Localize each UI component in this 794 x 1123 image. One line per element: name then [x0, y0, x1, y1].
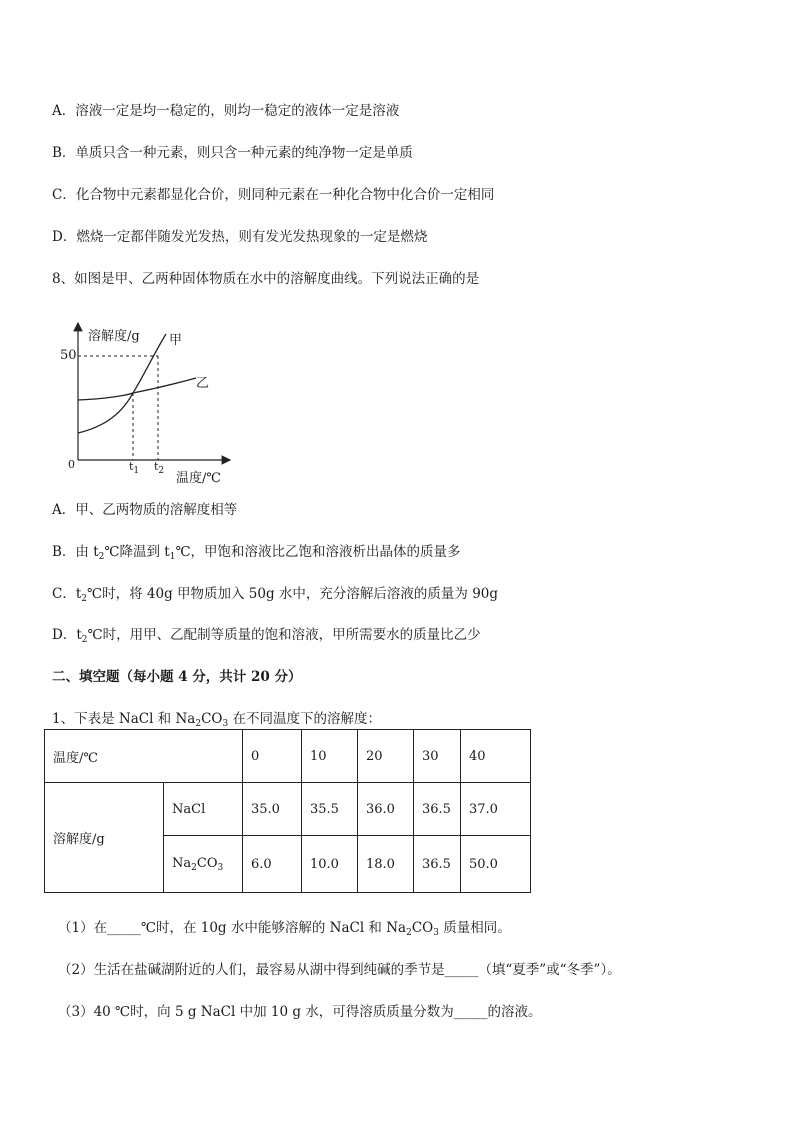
q7-option-b: B．单质只含一种元素，则只含一种元素的纯净物一定是单质: [52, 145, 413, 161]
section-title: 二、填空题（每小题 4 分，共计 20 分）: [52, 669, 302, 685]
na2co3-value: 18.0: [358, 836, 414, 893]
graph-svg: [58, 315, 248, 490]
solubility-table: [44, 729, 531, 893]
temp-header: 温度/℃: [45, 730, 243, 783]
curve-jia-label: 甲: [169, 333, 183, 348]
na2co3-label: $Na_2CO_3$: [164, 836, 243, 893]
y-tick-50: 50: [60, 348, 77, 363]
q1-sub1: （1）在_____℃时，在 10g 水中能够溶解的 NaCl 和 $Na_2CO_3$ 质量相同。: [58, 920, 511, 938]
temp-cell: 0: [243, 730, 302, 783]
q8-option-a: A．甲、乙两物质的溶解度相等: [52, 502, 238, 518]
nacl-value: 36.0: [358, 783, 414, 836]
na2co3-value: 6.0: [243, 836, 302, 893]
q8-option-b: B．由 $t_2℃$降温到 $t_1℃$，甲饱和溶液比乙饱和溶液析出晶体的质量多: [52, 544, 461, 562]
na2co3-value: 10.0: [302, 836, 358, 893]
nacl-label: NaCl: [164, 783, 243, 836]
origin-label: 0: [68, 458, 75, 471]
t1-label: $t_1$: [129, 460, 140, 476]
q7-option-d: D．燃烧一定都伴随发光发热，则有发光发热现象的一定是燃烧: [52, 229, 428, 245]
y-axis-label: 溶解度/g: [88, 329, 140, 344]
na2co3-value: 50.0: [461, 836, 531, 893]
q8-stem: 8、如图是甲、乙两种固体物质在水中的溶解度曲线。下列说法正确的是: [52, 271, 480, 287]
t2-label: $t_2$: [154, 460, 165, 476]
q7-option-a: A．溶液一定是均一稳定的，则均一稳定的液体一定是溶液: [52, 103, 400, 119]
temp-cell: 40: [461, 730, 531, 783]
q1-sub3: （3）40 ℃时，向 5 g NaCl 中加 10 g 水，可得溶质质量分数为_____的溶液。: [58, 1004, 542, 1020]
curve-yi: [78, 378, 196, 400]
temp-cell: 10: [302, 730, 358, 783]
nacl-value: 37.0: [461, 783, 531, 836]
solubility-header: 溶解度/g: [45, 783, 164, 893]
q7-option-c: C．化合物中元素都显化合价，则同种元素在一种化合物中化合价一定相同: [52, 187, 495, 203]
q1-intro: 1、下表是 NaCl 和 $Na_2CO_3$ 在不同温度下的溶解度：: [52, 711, 382, 729]
q8-option-c: C．$t_2℃$时，将 40g 甲物质加入 50g 水中，充分溶解后溶液的质量为 90g: [52, 586, 499, 604]
q8-option-d: D．$t_2℃$时，用甲、乙配制等质量的饱和溶液，甲所需要水的质量比乙少: [52, 627, 481, 645]
nacl-value: 35.0: [243, 783, 302, 836]
nacl-value: 36.5: [414, 783, 461, 836]
curve-jia: [78, 334, 166, 433]
solubility-graph: [58, 315, 248, 490]
temp-cell: 20: [358, 730, 414, 783]
x-axis-label: 温度/℃: [176, 471, 221, 486]
q1-sub2: （2）生活在盐碱湖附近的人们，最容易从湖中得到纯碱的季节是_____（填“夏季”或“冬季”）。: [58, 962, 621, 978]
nacl-value: 35.5: [302, 783, 358, 836]
temp-cell: 30: [414, 730, 461, 783]
curve-yi-label: 乙: [196, 376, 210, 391]
table-row-temps: [45, 730, 531, 783]
na2co3-value: 36.5: [414, 836, 461, 893]
table-row-nacl: [45, 783, 531, 836]
